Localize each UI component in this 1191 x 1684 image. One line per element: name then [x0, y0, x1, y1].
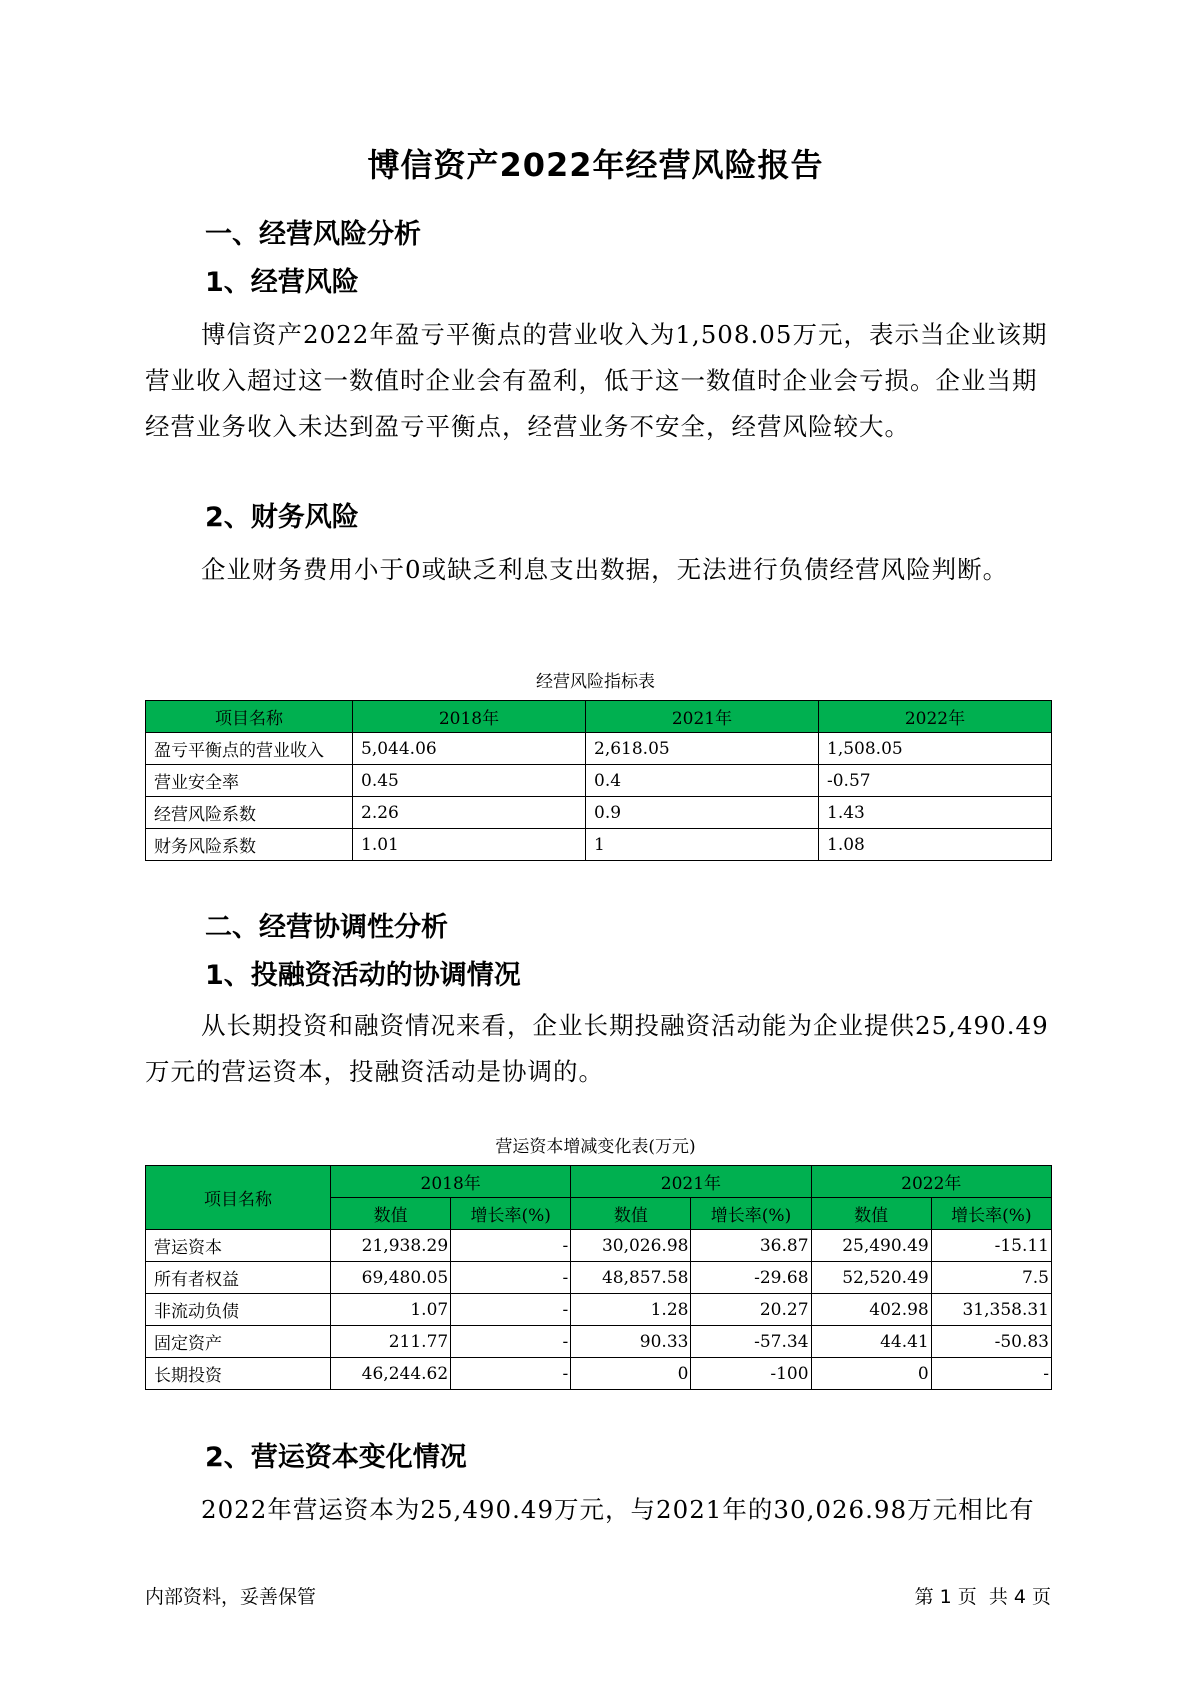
section-heading-coordination-analysis: 二、经营协调性分析: [205, 912, 448, 943]
table-cell: 0.9: [586, 797, 819, 829]
footer-confidential-note: 内部资料，妥善保管: [145, 1586, 317, 1608]
table-cell: -15.11: [931, 1230, 1051, 1262]
table-cell: 5,044.06: [353, 733, 586, 765]
table-header-cell: 2022年: [811, 1166, 1051, 1198]
table-header-cell: 数值: [331, 1198, 451, 1230]
table-cell: 36.87: [691, 1230, 811, 1262]
table-header-cell: 2018年: [353, 701, 586, 733]
table-cell: 0.4: [586, 765, 819, 797]
table-header-cell: 2021年: [571, 1166, 811, 1198]
table-row: [146, 797, 1052, 829]
table-cell: 44.41: [811, 1326, 931, 1358]
section-heading-risk-analysis: 一、经营风险分析: [205, 219, 421, 250]
table-cell: 1.28: [571, 1294, 691, 1326]
table-cell: 营运资本: [146, 1230, 331, 1262]
table-cell: 所有者权益: [146, 1262, 331, 1294]
table-cell: -50.83: [931, 1326, 1051, 1358]
table-cell: -: [451, 1358, 571, 1390]
table-row: [146, 1262, 1052, 1294]
table-cell: 0: [811, 1358, 931, 1390]
table-cell: 30,026.98: [571, 1230, 691, 1262]
table-cell: 48,857.58: [571, 1262, 691, 1294]
table-row: [146, 733, 1052, 765]
table-header-row: [146, 701, 1052, 733]
financial-risk-paragraph: 企业财务费用小于0或缺乏利息支出数据，无法进行负债经营风险判断。: [201, 555, 1009, 584]
subsection-heading-working-capital-change: 2、营运资本变化情况: [205, 1442, 467, 1473]
table-row: [146, 1358, 1052, 1390]
table-header-cell: 增长率(%): [691, 1198, 811, 1230]
table-cell: 46,244.62: [331, 1358, 451, 1390]
page-title: 博信资产2022年经营风险报告: [367, 146, 824, 184]
table-cell: 25,490.49: [811, 1230, 931, 1262]
table-row: [146, 1326, 1052, 1358]
table-cell: 1,508.05: [819, 733, 1052, 765]
working-capital-table-caption: 营运资本增减变化表(万元): [495, 1137, 696, 1157]
table-cell: -29.68: [691, 1262, 811, 1294]
table-header-cell: 项目名称: [146, 701, 353, 733]
table-cell: 非流动负债: [146, 1294, 331, 1326]
table-cell: 20.27: [691, 1294, 811, 1326]
table-header-cell: 增长率(%): [931, 1198, 1051, 1230]
table-header-cell: 2021年: [586, 701, 819, 733]
table-row: [146, 765, 1052, 797]
risk-table-caption: 经营风险指标表: [536, 672, 655, 692]
table-header-cell: 2018年: [331, 1166, 571, 1198]
table-cell: 1.07: [331, 1294, 451, 1326]
table-cell: 90.33: [571, 1326, 691, 1358]
table-cell: 固定资产: [146, 1326, 331, 1358]
table-cell: 7.5: [931, 1262, 1051, 1294]
investment-financing-paragraph: 从长期投资和融资情况来看，企业长期投融资活动能为企业提供25,490.49万元的营运资本，投融资活动是协调的。: [145, 1011, 1049, 1086]
table-header-cell: 增长率(%): [451, 1198, 571, 1230]
table-cell: -: [451, 1294, 571, 1326]
table-cell: -: [451, 1230, 571, 1262]
table-cell: 2,618.05: [586, 733, 819, 765]
subsection-heading-operating-risk: 1、经营风险: [205, 267, 359, 298]
table-cell: 1: [586, 829, 819, 861]
table-cell: -0.57: [819, 765, 1052, 797]
table-cell: 经营风险系数: [146, 797, 353, 829]
table-cell: 盈亏平衡点的营业收入: [146, 733, 353, 765]
table-cell: 财务风险系数: [146, 829, 353, 861]
table-cell: 69,480.05: [331, 1262, 451, 1294]
table-header-cell: 项目名称: [146, 1166, 331, 1230]
subsection-heading-investment-financing: 1、投融资活动的协调情况: [205, 960, 521, 991]
table-cell: -100: [691, 1358, 811, 1390]
table-cell: 402.98: [811, 1294, 931, 1326]
table-cell: 0.45: [353, 765, 586, 797]
page-number: 第 1 页 共 4 页: [914, 1586, 1051, 1608]
table-header-cell: 数值: [571, 1198, 691, 1230]
risk-indicator-table: [145, 700, 1052, 861]
table-row: [146, 1230, 1052, 1262]
working-capital-table: [145, 1165, 1052, 1390]
table-row: [146, 829, 1052, 861]
table-cell: 营业安全率: [146, 765, 353, 797]
table-cell: 0: [571, 1358, 691, 1390]
table-cell: 1.01: [353, 829, 586, 861]
table-cell: 长期投资: [146, 1358, 331, 1390]
table-header-cell: 2022年: [819, 701, 1052, 733]
table-cell: 2.26: [353, 797, 586, 829]
table-cell: 21,938.29: [331, 1230, 451, 1262]
table-cell: -: [451, 1262, 571, 1294]
table-header-row: [146, 1166, 1052, 1198]
table-cell: -57.34: [691, 1326, 811, 1358]
table-cell: 31,358.31: [931, 1294, 1051, 1326]
table-row: [146, 1294, 1052, 1326]
table-cell: 1.08: [819, 829, 1052, 861]
table-cell: 1.43: [819, 797, 1052, 829]
operating-risk-paragraph: 博信资产2022年盈亏平衡点的营业收入为1,508.05万元，表示当企业该期营业收入超过这一数值时企业会有盈利，低于这一数值时企业会亏损。企业当期经营业务收入未达到盈亏平衡点，经营业务不安全，经营风险较大。: [145, 320, 1048, 441]
table-cell: -: [451, 1326, 571, 1358]
subsection-heading-financial-risk: 2、财务风险: [205, 502, 359, 533]
table-header-cell: 数值: [811, 1198, 931, 1230]
table-cell: 52,520.49: [811, 1262, 931, 1294]
table-cell: -: [931, 1358, 1051, 1390]
working-capital-change-paragraph: 2022年营运资本为25,490.49万元，与2021年的30,026.98万元相比有: [201, 1495, 1035, 1524]
table-cell: 211.77: [331, 1326, 451, 1358]
